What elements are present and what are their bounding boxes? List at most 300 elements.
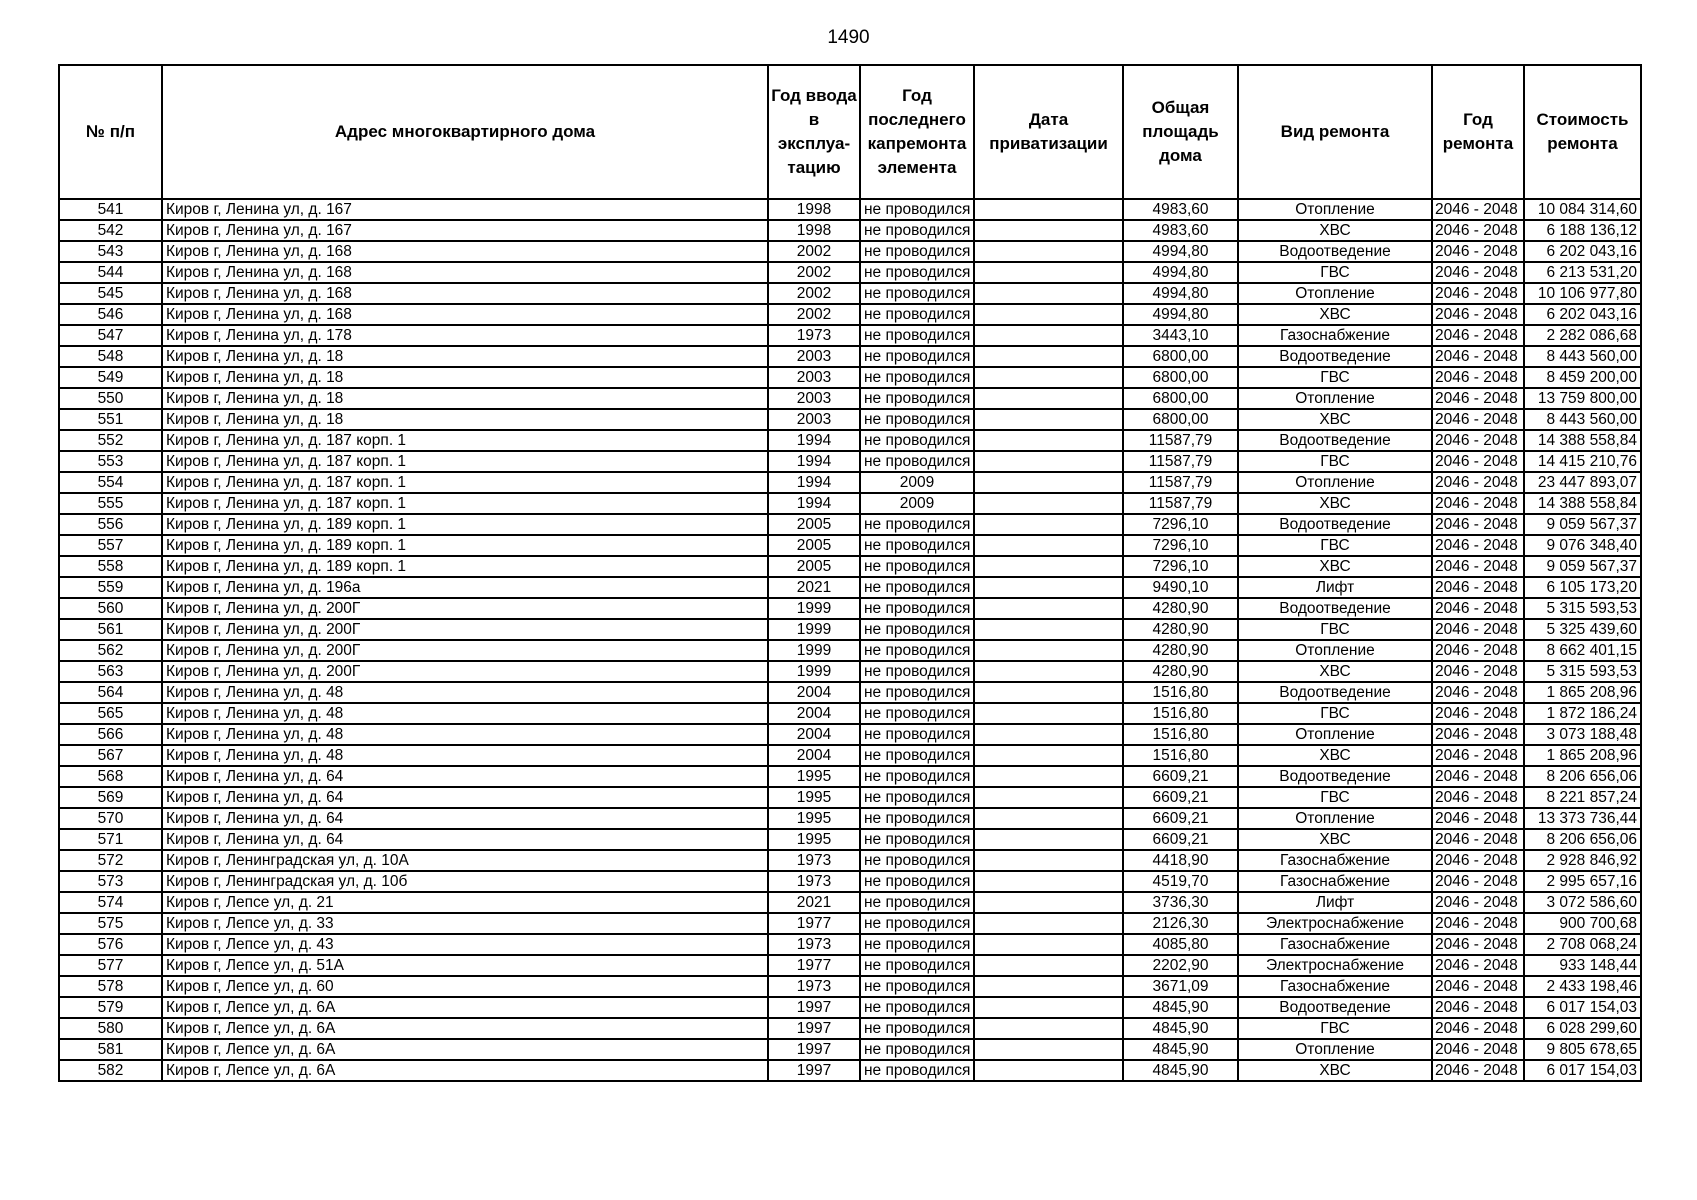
cell-address: Киров г, Ленина ул, д. 200Г (162, 661, 768, 682)
cell-address: Киров г, Ленина ул, д. 18 (162, 388, 768, 409)
cell-cost: 2 282 086,68 (1524, 325, 1641, 346)
cell-repair-year: 2046 - 2048 (1432, 199, 1524, 220)
cell-area: 6800,00 (1123, 367, 1238, 388)
table-row (59, 913, 1641, 934)
cell-address: Киров г, Ленинградская ул, д. 10б (162, 871, 768, 892)
cell-cost: 2 708 068,24 (1524, 934, 1641, 955)
cell-year-built: 1995 (768, 829, 860, 850)
cell-repair-year: 2046 - 2048 (1432, 808, 1524, 829)
cell-privatization (974, 703, 1123, 724)
table-row (59, 640, 1641, 661)
cell-address: Киров г, Ленина ул, д. 187 корп. 1 (162, 493, 768, 514)
cell-address: Киров г, Лепсе ул, д. 51А (162, 955, 768, 976)
table-row (59, 304, 1641, 325)
cell-last-repair: не проводился (860, 514, 974, 535)
cell-last-repair: не проводился (860, 577, 974, 598)
cell-repair-type: ХВС (1238, 304, 1432, 325)
cell-last-repair: не проводился (860, 619, 974, 640)
cell-last-repair: не проводился (860, 913, 974, 934)
cell-privatization (974, 976, 1123, 997)
cell-num: 573 (59, 871, 162, 892)
cell-cost: 8 443 560,00 (1524, 409, 1641, 430)
cell-privatization (974, 640, 1123, 661)
cell-cost: 8 221 857,24 (1524, 787, 1641, 808)
cell-last-repair: не проводился (860, 598, 974, 619)
cell-cost: 8 662 401,15 (1524, 640, 1641, 661)
cell-cost: 5 315 593,53 (1524, 598, 1641, 619)
cell-num: 577 (59, 955, 162, 976)
cell-privatization (974, 493, 1123, 514)
cell-last-repair: не проводился (860, 556, 974, 577)
cell-area: 6800,00 (1123, 409, 1238, 430)
cell-last-repair: не проводился (860, 976, 974, 997)
cell-repair-year: 2046 - 2048 (1432, 409, 1524, 430)
cell-last-repair: не проводился (860, 283, 974, 304)
cell-repair-type: Отопление (1238, 388, 1432, 409)
cell-area: 3736,30 (1123, 892, 1238, 913)
cell-address: Киров г, Лепсе ул, д. 6А (162, 1060, 768, 1081)
cell-repair-type: Водоотведение (1238, 241, 1432, 262)
cell-last-repair: не проводился (860, 220, 974, 241)
cell-repair-type: Водоотведение (1238, 682, 1432, 703)
cell-num: 576 (59, 934, 162, 955)
cell-repair-type: Электроснабжение (1238, 955, 1432, 976)
table-row (59, 199, 1641, 220)
cell-last-repair: не проводился (860, 745, 974, 766)
cell-repair-year: 2046 - 2048 (1432, 913, 1524, 934)
cell-year-built: 1973 (768, 976, 860, 997)
cell-repair-type: ХВС (1238, 409, 1432, 430)
cell-year-built: 1997 (768, 997, 860, 1018)
cell-repair-type: Газоснабжение (1238, 850, 1432, 871)
cell-year-built: 1999 (768, 598, 860, 619)
cell-area: 4280,90 (1123, 661, 1238, 682)
cell-area: 6609,21 (1123, 808, 1238, 829)
cell-privatization (974, 913, 1123, 934)
cell-address: Киров г, Лепсе ул, д. 6А (162, 1039, 768, 1060)
cell-last-repair: не проводился (860, 829, 974, 850)
cell-repair-type: ГВС (1238, 262, 1432, 283)
cell-last-repair: не проводился (860, 724, 974, 745)
table-row (59, 430, 1641, 451)
cell-area: 4519,70 (1123, 871, 1238, 892)
cell-num: 555 (59, 493, 162, 514)
cell-address: Киров г, Ленина ул, д. 64 (162, 829, 768, 850)
cell-repair-type: ГВС (1238, 367, 1432, 388)
cell-repair-year: 2046 - 2048 (1432, 535, 1524, 556)
cell-area: 4983,60 (1123, 199, 1238, 220)
header-last-repair: Год последнего капремонта элемента (860, 65, 974, 199)
cell-year-built: 2002 (768, 262, 860, 283)
cell-last-repair: не проводился (860, 241, 974, 262)
cell-year-built: 1999 (768, 619, 860, 640)
cell-address: Киров г, Ленина ул, д. 18 (162, 346, 768, 367)
cell-year-built: 1997 (768, 1018, 860, 1039)
cell-repair-type: ХВС (1238, 556, 1432, 577)
cell-repair-type: Газоснабжение (1238, 871, 1432, 892)
cell-year-built: 1998 (768, 220, 860, 241)
cell-num: 551 (59, 409, 162, 430)
table-row (59, 1039, 1641, 1060)
cell-repair-year: 2046 - 2048 (1432, 262, 1524, 283)
cell-repair-year: 2046 - 2048 (1432, 451, 1524, 472)
cell-area: 3443,10 (1123, 325, 1238, 346)
table-row (59, 535, 1641, 556)
cell-cost: 8 459 200,00 (1524, 367, 1641, 388)
cell-repair-type: Водоотведение (1238, 997, 1432, 1018)
cell-area: 3671,09 (1123, 976, 1238, 997)
cell-area: 6800,00 (1123, 388, 1238, 409)
cell-cost: 2 433 198,46 (1524, 976, 1641, 997)
cell-year-built: 1973 (768, 850, 860, 871)
cell-year-built: 1994 (768, 472, 860, 493)
cell-repair-type: ХВС (1238, 220, 1432, 241)
cell-repair-year: 2046 - 2048 (1432, 976, 1524, 997)
cell-repair-type: ГВС (1238, 787, 1432, 808)
cell-year-built: 2003 (768, 367, 860, 388)
cell-cost: 3 073 188,48 (1524, 724, 1641, 745)
cell-year-built: 2004 (768, 703, 860, 724)
cell-privatization (974, 997, 1123, 1018)
table-row (59, 997, 1641, 1018)
cell-repair-year: 2046 - 2048 (1432, 367, 1524, 388)
header-year-built: Год ввода в эксплуа-тацию (768, 65, 860, 199)
cell-repair-type: Водоотведение (1238, 514, 1432, 535)
cell-last-repair: не проводился (860, 661, 974, 682)
cell-cost: 5 325 439,60 (1524, 619, 1641, 640)
table-row (59, 472, 1641, 493)
cell-cost: 13 373 736,44 (1524, 808, 1641, 829)
cell-repair-year: 2046 - 2048 (1432, 640, 1524, 661)
header-repair-year: Год ремонта (1432, 65, 1524, 199)
cell-last-repair: не проводился (860, 451, 974, 472)
cell-address: Киров г, Ленина ул, д. 200Г (162, 640, 768, 661)
cell-cost: 2 995 657,16 (1524, 871, 1641, 892)
cell-privatization (974, 367, 1123, 388)
cell-last-repair: не проводился (860, 850, 974, 871)
cell-cost: 6 188 136,12 (1524, 220, 1641, 241)
table-row (59, 556, 1641, 577)
cell-num: 565 (59, 703, 162, 724)
header-privatization: Дата приватизации (974, 65, 1123, 199)
cell-last-repair: не проводился (860, 703, 974, 724)
cell-privatization (974, 451, 1123, 472)
cell-cost: 9 059 567,37 (1524, 556, 1641, 577)
cell-repair-type: Отопление (1238, 283, 1432, 304)
header-repair-type: Вид ремонта (1238, 65, 1432, 199)
cell-area: 4845,90 (1123, 1060, 1238, 1081)
cell-cost: 9 805 678,65 (1524, 1039, 1641, 1060)
cell-address: Киров г, Ленина ул, д. 167 (162, 199, 768, 220)
cell-address: Киров г, Ленина ул, д. 48 (162, 724, 768, 745)
cell-last-repair: не проводился (860, 388, 974, 409)
cell-address: Киров г, Лепсе ул, д. 43 (162, 934, 768, 955)
cell-num: 579 (59, 997, 162, 1018)
table-row (59, 808, 1641, 829)
cell-cost: 13 759 800,00 (1524, 388, 1641, 409)
table-row (59, 1018, 1641, 1039)
cell-repair-year: 2046 - 2048 (1432, 682, 1524, 703)
cell-repair-type: Газоснабжение (1238, 325, 1432, 346)
cell-repair-type: Отопление (1238, 472, 1432, 493)
cell-address: Киров г, Ленина ул, д. 48 (162, 703, 768, 724)
cell-privatization (974, 598, 1123, 619)
cell-last-repair: не проводился (860, 871, 974, 892)
cell-area: 1516,80 (1123, 724, 1238, 745)
cell-address: Киров г, Ленина ул, д. 168 (162, 241, 768, 262)
cell-privatization (974, 892, 1123, 913)
cell-last-repair: не проводился (860, 262, 974, 283)
cell-cost: 14 415 210,76 (1524, 451, 1641, 472)
cell-privatization (974, 577, 1123, 598)
cell-year-built: 2003 (768, 346, 860, 367)
cell-area: 4085,80 (1123, 934, 1238, 955)
cell-num: 544 (59, 262, 162, 283)
cell-num: 578 (59, 976, 162, 997)
cell-area: 1516,80 (1123, 745, 1238, 766)
cell-area: 4418,90 (1123, 850, 1238, 871)
cell-address: Киров г, Лепсе ул, д. 6А (162, 997, 768, 1018)
cell-num: 564 (59, 682, 162, 703)
cell-area: 1516,80 (1123, 682, 1238, 703)
cell-address: Киров г, Ленина ул, д. 187 корп. 1 (162, 451, 768, 472)
cell-cost: 9 059 567,37 (1524, 514, 1641, 535)
cell-year-built: 2002 (768, 304, 860, 325)
cell-address: Киров г, Ленинградская ул, д. 10А (162, 850, 768, 871)
cell-repair-year: 2046 - 2048 (1432, 241, 1524, 262)
cell-last-repair: не проводился (860, 1060, 974, 1081)
cell-cost: 1 865 208,96 (1524, 682, 1641, 703)
cell-repair-type: ГВС (1238, 1018, 1432, 1039)
cell-num: 554 (59, 472, 162, 493)
cell-cost: 6 017 154,03 (1524, 997, 1641, 1018)
cell-year-built: 2002 (768, 283, 860, 304)
cell-cost: 23 447 893,07 (1524, 472, 1641, 493)
cell-repair-type: Газоснабжение (1238, 976, 1432, 997)
table-header (59, 65, 1641, 199)
cell-num: 546 (59, 304, 162, 325)
cell-num: 575 (59, 913, 162, 934)
cell-year-built: 2004 (768, 724, 860, 745)
cell-area: 4845,90 (1123, 1039, 1238, 1060)
cell-year-built: 1994 (768, 430, 860, 451)
cell-cost: 10 106 977,80 (1524, 283, 1641, 304)
cell-repair-year: 2046 - 2048 (1432, 997, 1524, 1018)
cell-area: 6800,00 (1123, 346, 1238, 367)
cell-last-repair: не проводился (860, 535, 974, 556)
table-row (59, 787, 1641, 808)
cell-area: 1516,80 (1123, 703, 1238, 724)
cell-last-repair: не проводился (860, 304, 974, 325)
cell-repair-year: 2046 - 2048 (1432, 577, 1524, 598)
table-row (59, 829, 1641, 850)
cell-repair-year: 2046 - 2048 (1432, 304, 1524, 325)
cell-num: 581 (59, 1039, 162, 1060)
cell-address: Киров г, Ленина ул, д. 168 (162, 304, 768, 325)
cell-year-built: 1973 (768, 325, 860, 346)
cell-cost: 6 105 173,20 (1524, 577, 1641, 598)
cell-last-repair: не проводился (860, 1018, 974, 1039)
cell-area: 4994,80 (1123, 241, 1238, 262)
cell-year-built: 2003 (768, 388, 860, 409)
table-row (59, 409, 1641, 430)
cell-last-repair: не проводился (860, 682, 974, 703)
cell-area: 6609,21 (1123, 766, 1238, 787)
cell-last-repair: не проводился (860, 346, 974, 367)
cell-privatization (974, 262, 1123, 283)
cell-repair-type: ГВС (1238, 451, 1432, 472)
cell-last-repair: не проводился (860, 367, 974, 388)
table-row (59, 1060, 1641, 1081)
cell-num: 542 (59, 220, 162, 241)
cell-address: Киров г, Ленина ул, д. 18 (162, 367, 768, 388)
cell-address: Киров г, Ленина ул, д. 189 корп. 1 (162, 535, 768, 556)
cell-repair-type: Отопление (1238, 724, 1432, 745)
cell-repair-type: Лифт (1238, 892, 1432, 913)
cell-last-repair: не проводился (860, 934, 974, 955)
table-row (59, 451, 1641, 472)
cell-year-built: 1997 (768, 1060, 860, 1081)
cell-address: Киров г, Ленина ул, д. 168 (162, 283, 768, 304)
table-row (59, 619, 1641, 640)
cell-privatization (974, 325, 1123, 346)
cell-repair-type: Водоотведение (1238, 766, 1432, 787)
cell-year-built: 1994 (768, 451, 860, 472)
cell-cost: 9 076 348,40 (1524, 535, 1641, 556)
cell-cost: 933 148,44 (1524, 955, 1641, 976)
cell-privatization (974, 283, 1123, 304)
table-row (59, 220, 1641, 241)
cell-address: Киров г, Лепсе ул, д. 60 (162, 976, 768, 997)
table-row (59, 598, 1641, 619)
cell-num: 557 (59, 535, 162, 556)
cell-area: 6609,21 (1123, 787, 1238, 808)
cell-repair-year: 2046 - 2048 (1432, 703, 1524, 724)
cell-last-repair: не проводился (860, 1039, 974, 1060)
cell-year-built: 1999 (768, 640, 860, 661)
header-cost: Стоимость ремонта (1524, 65, 1641, 199)
cell-repair-year: 2046 - 2048 (1432, 388, 1524, 409)
cell-num: 563 (59, 661, 162, 682)
cell-year-built: 2003 (768, 409, 860, 430)
cell-num: 574 (59, 892, 162, 913)
cell-address: Киров г, Ленина ул, д. 178 (162, 325, 768, 346)
table-row (59, 934, 1641, 955)
cell-repair-type: ХВС (1238, 745, 1432, 766)
repair-table (58, 64, 1642, 1082)
cell-repair-year: 2046 - 2048 (1432, 724, 1524, 745)
cell-privatization (974, 850, 1123, 871)
cell-repair-type: ХВС (1238, 661, 1432, 682)
cell-num: 569 (59, 787, 162, 808)
table-row (59, 325, 1641, 346)
cell-address: Киров г, Ленина ул, д. 167 (162, 220, 768, 241)
table-row (59, 976, 1641, 997)
cell-num: 547 (59, 325, 162, 346)
cell-area: 2202,90 (1123, 955, 1238, 976)
cell-repair-year: 2046 - 2048 (1432, 598, 1524, 619)
cell-repair-year: 2046 - 2048 (1432, 871, 1524, 892)
cell-privatization (974, 1018, 1123, 1039)
cell-year-built: 1997 (768, 1039, 860, 1060)
table-body (59, 199, 1641, 1081)
table-row (59, 346, 1641, 367)
cell-last-repair: не проводился (860, 325, 974, 346)
cell-year-built: 2021 (768, 577, 860, 598)
cell-repair-type: ХВС (1238, 1060, 1432, 1081)
cell-privatization (974, 1039, 1123, 1060)
cell-last-repair: не проводился (860, 640, 974, 661)
cell-last-repair: не проводился (860, 892, 974, 913)
cell-num: 543 (59, 241, 162, 262)
table-row (59, 661, 1641, 682)
cell-repair-year: 2046 - 2048 (1432, 1039, 1524, 1060)
table-row (59, 283, 1641, 304)
cell-repair-year: 2046 - 2048 (1432, 766, 1524, 787)
cell-cost: 5 315 593,53 (1524, 661, 1641, 682)
cell-cost: 6 202 043,16 (1524, 304, 1641, 325)
cell-address: Киров г, Ленина ул, д. 200Г (162, 619, 768, 640)
cell-address: Киров г, Лепсе ул, д. 6А (162, 1018, 768, 1039)
cell-privatization (974, 556, 1123, 577)
header-num: № п/п (59, 65, 162, 199)
cell-privatization (974, 535, 1123, 556)
cell-cost: 6 017 154,03 (1524, 1060, 1641, 1081)
cell-area: 11587,79 (1123, 472, 1238, 493)
cell-address: Киров г, Ленина ул, д. 64 (162, 787, 768, 808)
cell-address: Киров г, Ленина ул, д. 189 корп. 1 (162, 556, 768, 577)
cell-repair-year: 2046 - 2048 (1432, 493, 1524, 514)
cell-year-built: 1994 (768, 493, 860, 514)
cell-cost: 900 700,68 (1524, 913, 1641, 934)
cell-area: 4280,90 (1123, 598, 1238, 619)
cell-address: Киров г, Ленина ул, д. 18 (162, 409, 768, 430)
cell-address: Киров г, Ленина ул, д. 64 (162, 808, 768, 829)
cell-privatization (974, 682, 1123, 703)
cell-num: 561 (59, 619, 162, 640)
cell-year-built: 1995 (768, 766, 860, 787)
table-row (59, 262, 1641, 283)
header-area: Общая площадь дома (1123, 65, 1238, 199)
cell-num: 571 (59, 829, 162, 850)
cell-last-repair: 2009 (860, 472, 974, 493)
cell-repair-type: ХВС (1238, 829, 1432, 850)
cell-last-repair: не проводился (860, 199, 974, 220)
table-row (59, 766, 1641, 787)
cell-address: Киров г, Ленина ул, д. 187 корп. 1 (162, 430, 768, 451)
cell-privatization (974, 934, 1123, 955)
cell-area: 4994,80 (1123, 262, 1238, 283)
cell-privatization (974, 220, 1123, 241)
cell-num: 545 (59, 283, 162, 304)
cell-area: 11587,79 (1123, 493, 1238, 514)
header-address: Адрес многоквартирного дома (162, 65, 768, 199)
cell-privatization (974, 619, 1123, 640)
cell-repair-year: 2046 - 2048 (1432, 472, 1524, 493)
cell-repair-year: 2046 - 2048 (1432, 1060, 1524, 1081)
cell-repair-type: Отопление (1238, 808, 1432, 829)
cell-num: 580 (59, 1018, 162, 1039)
cell-area: 11587,79 (1123, 430, 1238, 451)
cell-cost: 8 206 656,06 (1524, 766, 1641, 787)
cell-num: 549 (59, 367, 162, 388)
cell-area: 2126,30 (1123, 913, 1238, 934)
cell-repair-year: 2046 - 2048 (1432, 1018, 1524, 1039)
cell-last-repair: не проводился (860, 955, 974, 976)
cell-area: 4845,90 (1123, 1018, 1238, 1039)
cell-privatization (974, 955, 1123, 976)
cell-area: 7296,10 (1123, 514, 1238, 535)
